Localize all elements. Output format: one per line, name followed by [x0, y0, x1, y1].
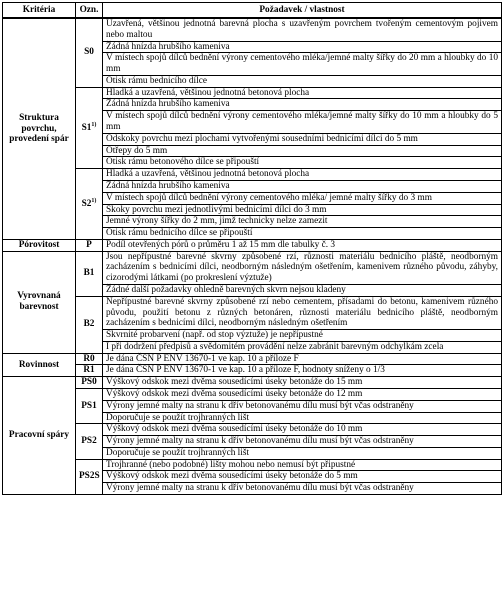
requirement-cell: Výrony jemné malty na stranu k dřív betonovanému dílu musí být včas odstraněny: [103, 436, 502, 448]
table-row: [3, 87, 502, 99]
table-row: [3, 459, 502, 471]
requirement-cell: Doporučuje se použít trojhranných lišt: [103, 447, 502, 459]
class-code: PS1: [81, 400, 97, 411]
requirement-cell: Jemné výrony šířky do 2 mm, jimž technicky nelze zamezit: [103, 216, 502, 228]
requirement-cell: Žádná hnízda hrubšího kameniva: [103, 99, 502, 111]
requirement-cell: Trojhranné (nebo podobné) lišty mohou nebo nemusí být připustné: [103, 459, 502, 471]
class-code-cell: [76, 239, 103, 251]
class-code: R1: [83, 365, 95, 376]
class-code-cell: [76, 87, 103, 168]
footnote-mark: 1): [91, 197, 97, 204]
table-row: [3, 389, 502, 401]
requirement-cell: Je dána ČSN P ENV 13670-1 ve kap. 10 a příloze F: [103, 353, 502, 365]
class-code-cell: [76, 377, 103, 389]
class-code-cell: [76, 459, 103, 494]
requirement-cell: Žádná hnízda hrubšího kameniva: [103, 41, 502, 53]
class-code-cell: [76, 18, 103, 87]
requirement-cell: Výškový odskok mezi dvěma sousedícími úseky betonáže do 12 mm: [103, 389, 502, 401]
class-code-cell: [76, 251, 103, 296]
requirement-cell: V místech spojů dílců bednění výrony cementového mléka/jemné malty šířky do 10 mm a hloubky do 5 mm: [103, 111, 502, 134]
table-row: [3, 353, 502, 365]
table-row: [3, 169, 502, 181]
table-row: [3, 365, 502, 377]
class-code: S1: [81, 122, 92, 133]
class-code: S0: [84, 47, 94, 58]
criterion-cell: Struktura povrchu, provedení spár: [3, 18, 76, 239]
criterion-cell: Pracovní spáry: [3, 377, 76, 495]
requirement-cell: Výškový odskok mezi dvěma sousedícími úseky betonáže do 10 mm: [103, 424, 502, 436]
table-row: [3, 239, 502, 251]
requirement-cell: Otřepy do 5 mm: [103, 145, 502, 157]
requirement-cell: Uzavřená, většinou jednotná barevná plocha s uzavřeným povrchem tvořeným cementovým pojivem nebo maltou: [103, 18, 502, 41]
requirement-cell: Žádná hnízda hrubšího kameniva: [103, 180, 502, 192]
criterion-cell: Pórovitost: [3, 239, 76, 251]
class-code: B2: [83, 319, 95, 330]
class-code-cell: [76, 365, 103, 377]
requirement-cell: Výškový odskok mezi dvěma sousedícími úseky betonáže do 5 mm: [103, 471, 502, 483]
criterion-cell: Rovinnost: [3, 353, 76, 377]
header-row: [3, 3, 502, 19]
requirement-cell: Otisk rámu bednicího dílce: [103, 75, 502, 87]
requirement-cell: V místech spojů dílců bednění výrony cementového mléka/jemné malty šířky do 20 mm a hloubky do 10 mm: [103, 53, 502, 76]
requirement-cell: Doporučuje se použít trojhranných lišt: [103, 412, 502, 424]
requirement-cell: Jsou nepřípustné barevné skvrny způsobené rzí, různosti materiálu bednicího pláště, neodborným zacházením s bednicími dílci, neodborným následným ošetřením, kamenivem různého původu, záhyby, cizorodými látkami (po prokreslení výztuže): [103, 251, 502, 284]
table-row: [3, 377, 502, 389]
class-code: PS2S: [79, 471, 100, 482]
requirement-cell: I při dodržení předpisů a svědomitém provádění nelze zabránit barevným odchylkám zcela: [103, 341, 502, 353]
class-code: R0: [83, 353, 95, 364]
class-code: B1: [83, 268, 95, 279]
requirement-cell: Hladká a uzavřená, většinou jednotná betonová plocha: [103, 169, 502, 181]
requirement-cell: Výškový odskok mezi dvěma sousedícími úseky betonáže do 15 mm: [103, 377, 502, 389]
requirement-cell: Otisk rámu bednicího dílce se připouští: [103, 228, 502, 240]
requirement-cell: Odskoky povrchu mezi plochami vytvořenými sousedními bednicími dílci do 5 mm: [103, 133, 502, 145]
class-code-cell: [76, 169, 103, 240]
requirement-cell: Žádné další požadavky ohledně barevných skvrn nejsou kladeny: [103, 284, 502, 296]
class-code: P: [86, 239, 92, 250]
class-code: S2: [81, 198, 92, 209]
class-code-cell: [76, 296, 103, 353]
class-code: PS2: [81, 436, 97, 447]
footnote-mark: 1): [91, 121, 97, 128]
class-code-cell: [76, 353, 103, 365]
table-row: [3, 296, 502, 329]
table-row: [3, 251, 502, 284]
requirement-cell: Je dána ČSN P ENV 13670-1 ve kap. 10 a příloze F, hodnoty sníženy o 1/3: [103, 365, 502, 377]
class-code-cell: [76, 389, 103, 424]
header-requirement: Požadavek / vlastnost: [103, 3, 502, 19]
requirement-cell: Skvrnité probarvení (např. od stop výztuže) je nepřípustné: [103, 330, 502, 342]
requirement-cell: Hladká a uzavřená, většinou jednotná betonová plocha: [103, 87, 502, 99]
requirement-cell: V místech spojů dílců bednění výrony cementového mléka/ jemné malty šířky do 3 mm: [103, 192, 502, 204]
table-body: [3, 18, 502, 495]
requirement-cell: Otisk rámu betonového dílce se připouští: [103, 157, 502, 169]
requirements-table: [2, 2, 502, 495]
header-code: Ozn.: [76, 3, 103, 19]
requirement-cell: Výrony jemné malty na stranu k dřív betonovanému dílu musí být včas odstraněny: [103, 400, 502, 412]
header-criteria: Kritéria: [3, 3, 76, 19]
requirement-cell: Podíl otevřených pórů o průměru 1 až 15 mm dle tabulky č. 3: [103, 239, 502, 251]
class-code: PS0: [81, 377, 97, 388]
criterion-cell: Vyrovnaná barevnost: [3, 251, 76, 353]
table-row: [3, 424, 502, 436]
table-row: [3, 18, 502, 41]
class-code-cell: [76, 424, 103, 459]
requirement-cell: Výrony jemné malty na stranu k dřív betonovanému dílu musí být včas odstraněny: [103, 483, 502, 495]
requirement-cell: Nepřípustné barevné skvrny způsobené rzí nebo cementem, přísadami do betonu, kamenivem různého původu, použití betonu z různých betonáren, různosti materiálu bednicího pláště, neodborným zacházením s bednicími dílci, neodborným následným ošetřením: [103, 296, 502, 329]
requirement-cell: Skoky povrchu mezi jednotlivými bednicími dílci do 3 mm: [103, 204, 502, 216]
